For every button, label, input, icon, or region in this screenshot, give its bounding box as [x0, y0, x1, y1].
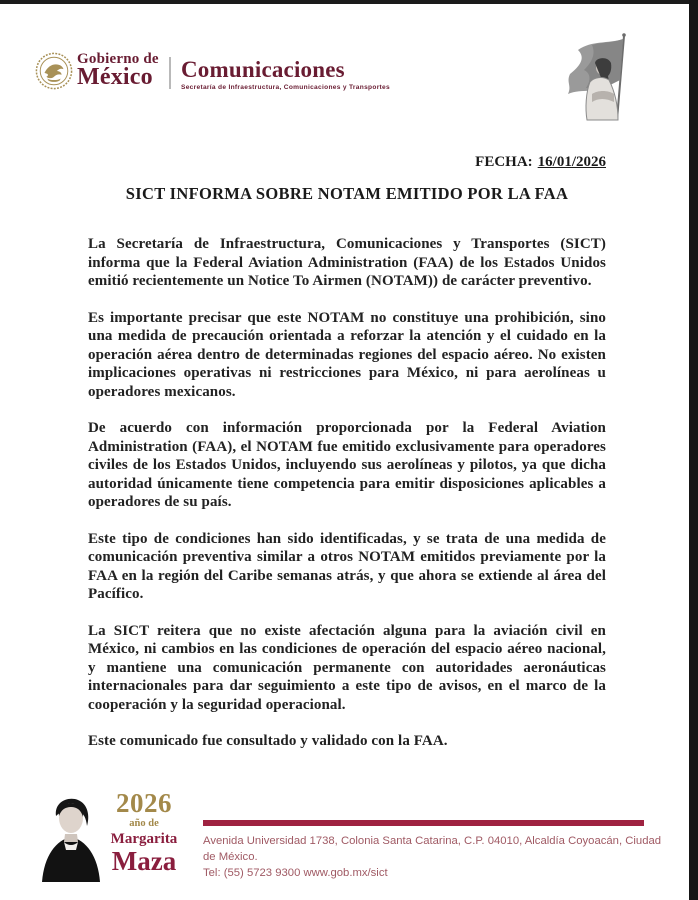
gov-wordmark-line2: México	[77, 64, 153, 90]
header-divider	[169, 57, 171, 89]
footer-accent-bar	[203, 820, 644, 826]
year-logo-year: 2026	[116, 788, 172, 818]
margarita-maza-portrait-icon	[38, 790, 104, 882]
paragraph-6: Este comunicado fue consultado y validado con la FAA.	[88, 733, 448, 749]
date-line	[88, 154, 606, 171]
footer-address-block	[203, 833, 663, 881]
year-2026-logo	[106, 790, 182, 875]
address-line: Avenida Universidad 1738, Colonia Santa Catarina, C.P. 04010, Alcaldía Coyoacán, Ciudad de México.	[203, 835, 662, 863]
year-logo-label: año de	[129, 818, 159, 829]
department-name: Comunicaciones	[181, 57, 345, 82]
gov-mexico-wordmark	[77, 52, 159, 89]
letterhead	[0, 0, 698, 140]
year-logo-name2: Maza	[111, 845, 177, 876]
phone-line: Tel: (55) 5723 9300 www.gob.mx/sict	[203, 867, 388, 879]
paragraph-3: De acuerdo con información proporcionada por la Federal Aviation Administration (FAA), el NOTAM fue emitido exclusivamente para operadores civiles de los Estados Unidos, incluyendo sus aerolíneas y pilotos, ya que dicha autoridad únicamente tiene competencia para emitir disposiciones aplicables a operadores de su país.	[88, 420, 606, 510]
woman-with-flag-illustration-icon	[562, 30, 646, 124]
year-logo-name1: Margarita	[110, 830, 178, 847]
letter-body	[88, 154, 606, 751]
department-subtitle: Secretaría de Infraestructura, Comunicaciones y Transportes	[181, 84, 390, 91]
date-label: FECHA:	[475, 154, 533, 170]
letter-footer	[0, 782, 698, 900]
paragraph-1: La Secretaría de Infraestructura, Comunicaciones y Transportes (SICT) informa que la Federal Aviation Administration (FAA) de los Estados Unidos emitió recientemente un Notice To Airmen (NOTAM)) de carácter preventivo.	[88, 236, 606, 289]
paragraph-5: La SICT reitera que no existe afectación alguna para la aviación civil en México, ni cambios en las condiciones de operación del espacio aéreo nacional, y mantiene una comunicación permanente con autoridades aeronáuticas internacionales para dar seguimiento a este tipo de avisos, en el marco de la cooperación y la seguridad operacional.	[88, 622, 606, 713]
paragraph-2: Es importante precisar que este NOTAM no constituye una prohibición, sino una medida de precaución orientada a reforzar la atención y el cuidado en la operación aérea dentro de determinadas regiones del espacio aéreo. No existen implicaciones operativas ni restricciones para México, ni para aerolíneas u operadores mexicanos.	[88, 309, 606, 400]
paragraph-4: Este tipo de condiciones han sido identificadas, y se trata de una medida de comunicación preventiva similar a otros NOTAM emitidos previamente por la FAA en la región del Caribe semanas atrás, y que ahora se extiende al área del Pacífico.	[88, 530, 606, 602]
date-value: 16/01/2026	[537, 154, 606, 170]
mexico-eagle-seal-icon	[35, 52, 73, 90]
gov-wordmark-line1: Gobierno de	[77, 51, 159, 67]
department-logo	[181, 58, 390, 91]
page-title: SICT INFORMA SOBRE NOTAM EMITIDO POR LA FAA	[125, 184, 569, 203]
